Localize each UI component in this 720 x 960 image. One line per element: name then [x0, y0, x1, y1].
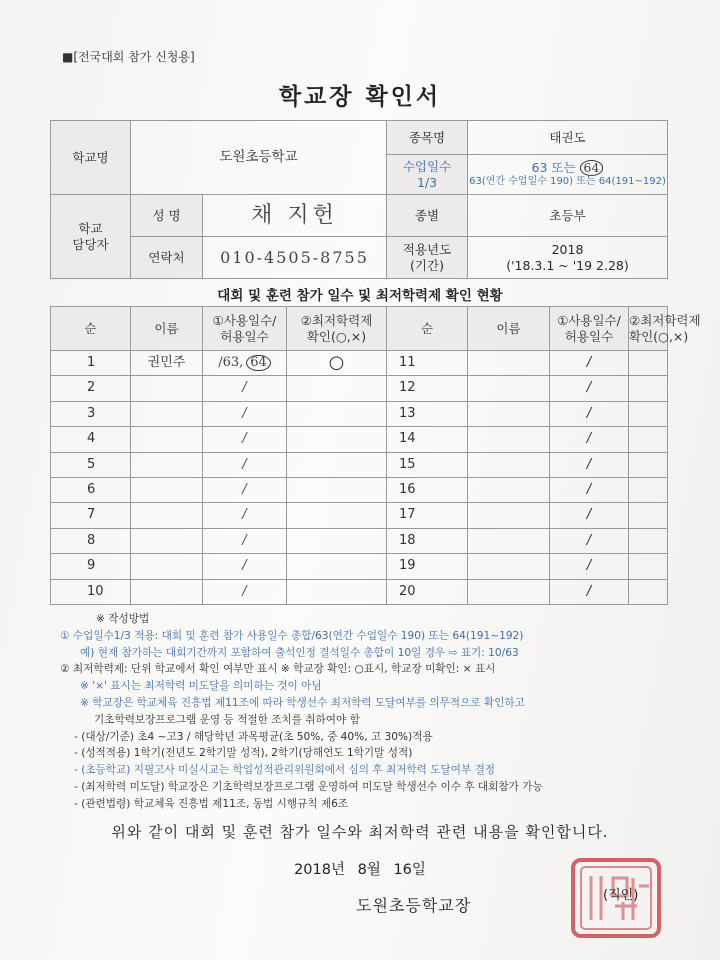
right-academic-cell [629, 554, 668, 579]
days-value: / [242, 482, 247, 498]
left-no-cell: 1 [51, 351, 131, 376]
right-no-cell: 17 [387, 503, 468, 528]
header-academic-right [629, 307, 701, 351]
right-name-cell [468, 351, 550, 376]
left-no-cell: 5 [51, 452, 131, 477]
table-row [51, 427, 668, 452]
right-days-cell: / [550, 528, 629, 553]
right-academic-cell [629, 351, 668, 376]
right-name-cell [468, 452, 550, 477]
left-name-cell: 권민주 [131, 351, 203, 376]
table-row [51, 351, 668, 376]
right-academic-cell [629, 401, 668, 426]
category-value: 초등부 [468, 195, 668, 237]
left-academic-cell [287, 528, 387, 553]
days-value: / [242, 558, 247, 574]
table-row [51, 376, 668, 401]
right-days-cell: / [550, 351, 629, 376]
name-label: 성 명 [131, 195, 203, 237]
right-no-cell: 13 [387, 401, 468, 426]
days-note-b: 64(191~192) [598, 176, 666, 188]
right-academic-cell [629, 376, 668, 401]
left-no-cell: 10 [51, 579, 131, 604]
table-row [51, 401, 668, 426]
attendance-days-value [468, 155, 668, 195]
left-days-cell [203, 579, 287, 604]
event-label: 종목명 [387, 121, 468, 155]
note-1b: 예) 현재 참가하는 대회기간까지 포함하여 출석인정 결석일수 총합이 10일 경우 ⇨ 표기: 10/63 [80, 646, 519, 659]
right-days-cell: / [550, 427, 629, 452]
note-4b: 기초학력보장프로그램 운영 등 적절한 조치를 취하여야 함 [94, 713, 360, 726]
right-no-cell: 12 [387, 376, 468, 401]
date-year: 2018년 [294, 862, 345, 878]
contact-label [51, 195, 131, 279]
attendance-days-fraction: 1/3 [416, 174, 438, 190]
year-value-cell [468, 237, 668, 279]
contact-label-a: 학교 [78, 220, 103, 236]
days-value: / [242, 456, 247, 472]
right-no-cell: 19 [387, 554, 468, 579]
left-days-cell [203, 351, 287, 376]
days-circled-value: 64 [580, 160, 604, 176]
right-no-cell: 15 [387, 452, 468, 477]
left-name-cell [131, 579, 203, 604]
left-academic-cell [287, 503, 387, 528]
note-detail-5: - (관련법령) 학교체육 진흥법 제11조, 동법 시행규칙 제6조 [74, 797, 349, 810]
left-no-cell: 8 [51, 528, 131, 553]
left-academic-cell [287, 452, 387, 477]
header-days-right [550, 307, 629, 351]
date-day: 16일 [393, 862, 426, 878]
left-no-cell: 3 [51, 401, 131, 426]
right-days-cell: / [550, 477, 629, 502]
left-name-cell [131, 554, 203, 579]
left-academic-cell [287, 376, 387, 401]
contact-label-b: 담당자 [72, 236, 109, 252]
days-value: / [242, 405, 247, 421]
right-name-cell [468, 503, 550, 528]
header-days-right-b: 허용일수 [564, 328, 614, 344]
right-days-cell: / [550, 376, 629, 401]
right-days-cell: / [550, 554, 629, 579]
right-days-cell: / [550, 452, 629, 477]
right-name-cell [468, 477, 550, 502]
right-name-cell [468, 401, 550, 426]
left-days-cell [203, 376, 287, 401]
left-days-cell [203, 452, 287, 477]
left-academic-cell [287, 477, 387, 502]
left-name-cell [131, 452, 203, 477]
header-no-right: 순 [387, 307, 468, 351]
right-academic-cell [629, 579, 668, 604]
left-academic-cell [287, 401, 387, 426]
left-no-cell: 2 [51, 376, 131, 401]
left-days-cell [203, 401, 287, 426]
header-academic-right-a: ②최저학력제 [629, 312, 701, 328]
note-4a: ※ 학교장은 학교체육 진흥법 제11조에 따라 학생선수 최저학력 도달여부를 의무적으로 확인하고 [80, 696, 525, 709]
header-no: 순 [51, 307, 131, 351]
header-academic-right-b: 확인(○,×) [629, 328, 689, 344]
note-2: ② 최저학력제: 단위 학교에서 확인 여부만 표시 ※ 학교장 확인: ○표시, 학교장 미확인: × 표시 [60, 663, 496, 676]
note-1a: ① 수업일수1/3 적용: 대회 및 훈련 참가 사용일수 총합/63(연간 수업일수 190) 또는 64(191~192) [60, 629, 524, 642]
instructions-section [60, 611, 680, 813]
header-name: 이름 [131, 307, 203, 351]
participation-table [50, 306, 701, 605]
year-label [387, 237, 468, 279]
left-no-cell: 9 [51, 554, 131, 579]
days-value: / [242, 431, 247, 447]
header-days [203, 307, 287, 351]
left-days-cell [203, 528, 287, 553]
category-label: 종별 [387, 195, 468, 237]
days-circled-value: 64 [246, 355, 271, 371]
left-name-cell [131, 528, 203, 553]
table-row [51, 452, 668, 477]
form-type-tag: ■[전국대회 참가 신청용] [62, 50, 195, 64]
handwritten-phone: 010-4505-8755 [203, 237, 387, 279]
right-name-cell [468, 528, 550, 553]
right-name-cell [468, 579, 550, 604]
days-value: / [242, 380, 247, 396]
note-detail-2: - (성적적용) 1학기(전년도 2학기말 성적), 2학기(당해연도 1학기말 성적) [74, 747, 413, 760]
header-academic-b: 확인(○,×) [306, 328, 367, 344]
header-academic [287, 307, 387, 351]
section-title: 대회 및 훈련 참가 일수 및 최저학력제 확인 현황 [217, 288, 503, 304]
notes-heading: ※ 작성방법 [96, 613, 150, 625]
table-row [51, 579, 668, 604]
year-value: 2018 [551, 241, 584, 257]
table-row [51, 528, 668, 553]
right-academic-cell [629, 528, 668, 553]
right-academic-cell [629, 503, 668, 528]
attendance-days-label [387, 155, 468, 195]
days-value: / [242, 583, 247, 599]
right-name-cell [468, 427, 550, 452]
left-name-cell [131, 376, 203, 401]
right-no-cell: 14 [387, 427, 468, 452]
days-note-a: 63(연간 수업일수 190) 또는 [469, 176, 596, 188]
date-month: 8월 [357, 862, 381, 878]
right-no-cell: 18 [387, 528, 468, 553]
event-value: 태권도 [468, 121, 668, 155]
left-days-cell [203, 427, 287, 452]
right-academic-cell [629, 427, 668, 452]
header-days-b: 허용일수 [220, 328, 269, 344]
left-no-cell: 7 [51, 503, 131, 528]
right-no-cell: 16 [387, 477, 468, 502]
left-no-cell: 6 [51, 477, 131, 502]
note-detail-3: - (초등학교) 지필고사 미실시교는 학업성적관리위원회에서 심의 후 최저학력 도달여부 결정 [74, 764, 496, 777]
header-name-right: 이름 [468, 307, 550, 351]
left-academic-cell [287, 579, 387, 604]
year-label-b: (기간) [410, 257, 444, 273]
header-academic-a: ②최저학력제 [300, 312, 373, 328]
school-info-table [50, 120, 668, 279]
left-academic-cell [287, 554, 387, 579]
right-days-cell: / [550, 503, 629, 528]
principal-title: 도원초등학교장 [356, 896, 472, 915]
note-detail-4: - (최저학력 미도달) 학교장은 기초학력보장프로그램 운영하여 미도달 학생선수 이수 후 대회참가 가능 [74, 780, 543, 793]
document-title: 학교장 확인서 [278, 84, 442, 110]
right-name-cell [468, 554, 550, 579]
days-value: /63, [218, 355, 244, 371]
right-no-cell: 20 [387, 579, 468, 604]
attendance-days-label-text: 수업일수 [402, 158, 452, 174]
handwritten-name: 채 지헌 [203, 195, 387, 237]
header-days-right-a: ①사용일수/ [557, 312, 621, 328]
right-academic-cell [629, 477, 668, 502]
left-days-cell [203, 554, 287, 579]
right-days-cell: / [550, 401, 629, 426]
seal-label: (직인) [603, 888, 639, 903]
period-value: ('18.3.1 ~ '19 2.28) [506, 257, 629, 273]
left-no-cell: 4 [51, 427, 131, 452]
left-name-cell [131, 503, 203, 528]
header-days-a: ①사용일수/ [212, 312, 277, 328]
right-days-cell: / [550, 579, 629, 604]
phone-label: 연락처 [131, 237, 203, 279]
left-days-cell [203, 477, 287, 502]
left-name-cell [131, 477, 203, 502]
left-academic-cell [287, 427, 387, 452]
days-value: / [242, 532, 247, 548]
left-name-cell [131, 401, 203, 426]
table-row [51, 503, 668, 528]
year-label-a: 적용년도 [402, 241, 452, 257]
left-academic-cell: ○ [287, 351, 387, 376]
right-name-cell [468, 376, 550, 401]
days-value-text: 63 또는 [531, 160, 576, 176]
note-detail-1: - (대상/기준) 초4 ~고3 / 해당학년 과목평균(초 50%, 중 40%, 고 30%)적용 [74, 730, 433, 743]
school-name: 도원초등학교 [131, 121, 387, 195]
left-name-cell [131, 427, 203, 452]
table-row [51, 554, 668, 579]
note-3: ※ '×' 표시는 최저학력 미도달을 의미하는 것이 아님 [80, 680, 322, 693]
confirmation-statement: 위와 같이 대회 및 훈련 참가 일수와 최저학력 관련 내용을 확인합니다. [111, 823, 609, 841]
table-row [51, 477, 668, 502]
table-header-row [51, 307, 668, 351]
left-days-cell [203, 503, 287, 528]
days-value: / [242, 507, 247, 523]
right-no-cell: 11 [387, 351, 468, 376]
school-label: 학교명 [51, 121, 131, 195]
right-academic-cell [629, 452, 668, 477]
